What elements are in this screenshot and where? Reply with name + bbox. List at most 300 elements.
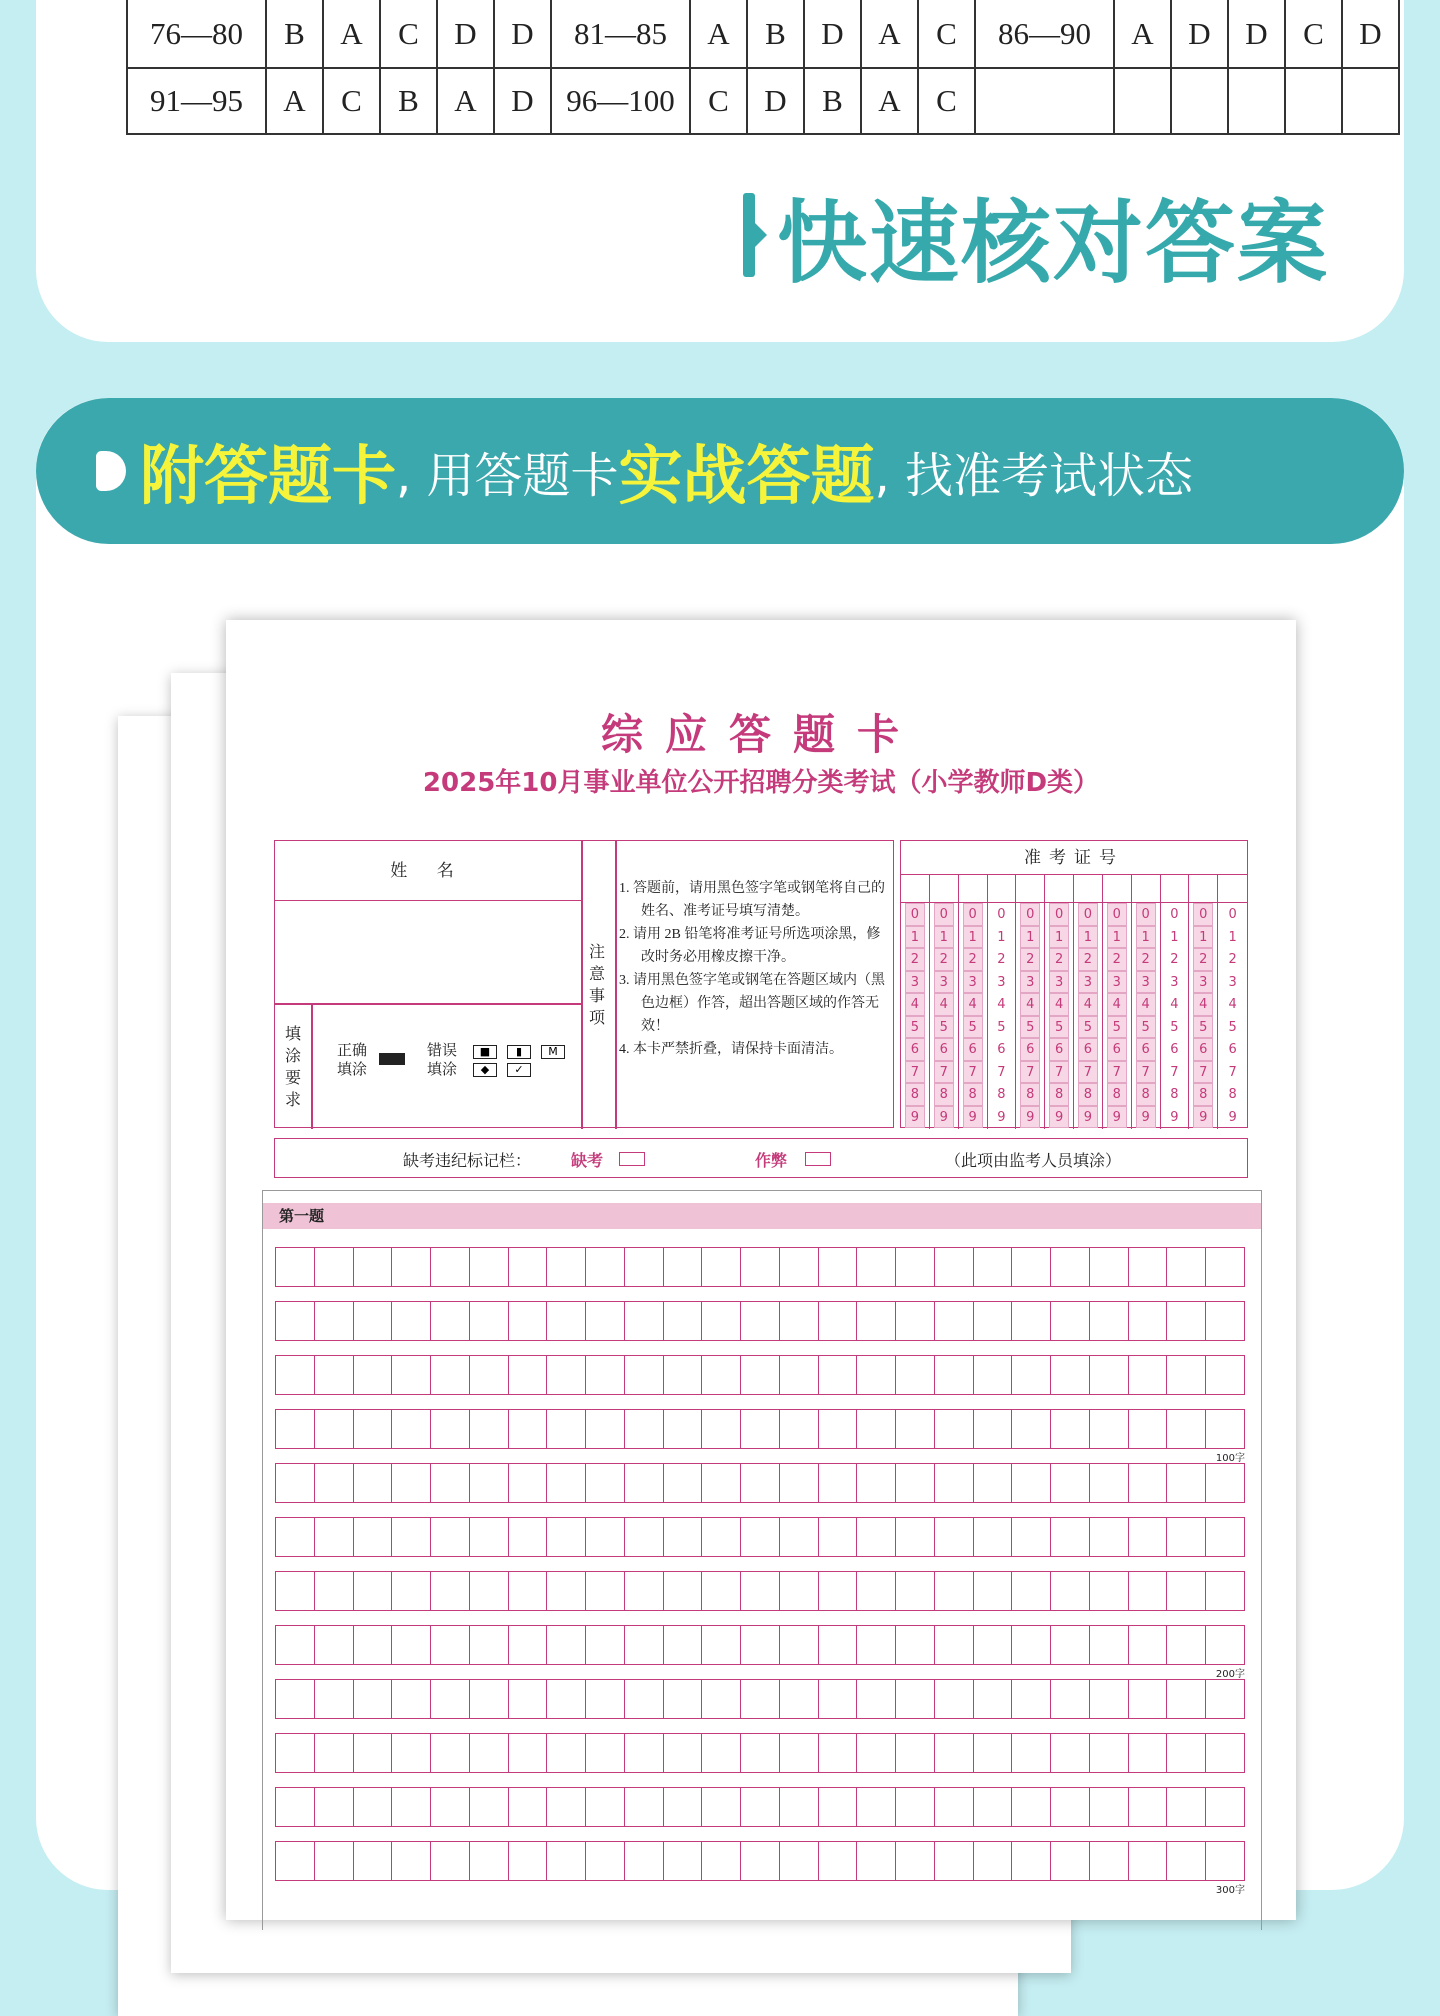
digit-bubble[interactable]: 4 [1020, 993, 1040, 1016]
writing-cell[interactable] [625, 1464, 664, 1502]
writing-cell[interactable] [974, 1788, 1013, 1826]
digit-bubble[interactable]: 4 [1170, 997, 1179, 1012]
digit-bubble[interactable]: 6 [1228, 1042, 1237, 1057]
writing-cell[interactable] [547, 1410, 586, 1448]
writing-cell[interactable] [315, 1518, 354, 1556]
writing-cell[interactable] [702, 1302, 741, 1340]
writing-cell[interactable] [1090, 1410, 1129, 1448]
writing-cell[interactable] [354, 1356, 393, 1394]
digit-bubble[interactable]: 6 [1107, 1038, 1127, 1061]
digit-bubble[interactable]: 1 [997, 929, 1006, 945]
writing-cell[interactable] [819, 1788, 858, 1826]
writing-cell[interactable] [935, 1572, 974, 1610]
digit-bubble[interactable]: 7 [1136, 1061, 1156, 1084]
writing-cell[interactable] [1012, 1518, 1051, 1556]
writing-cell[interactable] [547, 1626, 586, 1664]
digit-bubble[interactable]: 9 [1049, 1106, 1069, 1129]
writing-cell[interactable] [625, 1356, 664, 1394]
writing-cell[interactable] [935, 1626, 974, 1664]
digit-bubble[interactable]: 5 [1193, 1016, 1213, 1039]
writing-cell[interactable] [1129, 1788, 1168, 1826]
writing-cell[interactable] [276, 1410, 315, 1448]
writing-cell[interactable] [664, 1356, 703, 1394]
writing-cell[interactable] [1129, 1572, 1168, 1610]
digit-bubble[interactable]: 2 [1107, 948, 1127, 971]
writing-cell[interactable] [702, 1734, 741, 1772]
digit-bubble[interactable]: 7 [997, 1064, 1006, 1080]
writing-cell[interactable] [896, 1464, 935, 1502]
writing-cell[interactable] [431, 1518, 470, 1556]
writing-cell[interactable] [664, 1734, 703, 1772]
exam-id-write-cell[interactable] [1189, 875, 1217, 903]
exam-id-column[interactable] [959, 875, 988, 1129]
writing-cell[interactable] [974, 1248, 1013, 1286]
writing-grid-row[interactable] [275, 1787, 1245, 1827]
writing-cell[interactable] [935, 1842, 974, 1880]
digit-bubble[interactable]: 4 [1107, 993, 1127, 1016]
writing-cell[interactable] [857, 1302, 896, 1340]
digit-bubble[interactable]: 3 [1078, 971, 1098, 994]
digit-bubble[interactable]: 8 [934, 1083, 954, 1106]
digit-bubble[interactable]: 0 [905, 903, 925, 926]
writing-cell[interactable] [1206, 1248, 1245, 1286]
writing-cell[interactable] [664, 1302, 703, 1340]
digit-bubble[interactable]: 8 [1193, 1083, 1213, 1106]
digit-bubble[interactable]: 6 [905, 1038, 925, 1061]
digit-bubble[interactable]: 0 [997, 907, 1006, 922]
exam-id-column[interactable] [988, 875, 1017, 1129]
digit-bubble[interactable]: 1 [1193, 926, 1213, 949]
digit-bubble[interactable]: 2 [934, 948, 954, 971]
writing-cell[interactable] [1012, 1410, 1051, 1448]
digit-bubble[interactable]: 7 [934, 1061, 954, 1084]
writing-cell[interactable] [315, 1302, 354, 1340]
exam-id-column[interactable] [1045, 875, 1074, 1129]
writing-cell[interactable] [896, 1410, 935, 1448]
writing-cell[interactable] [276, 1572, 315, 1610]
writing-cell[interactable] [1129, 1248, 1168, 1286]
writing-cell[interactable] [819, 1464, 858, 1502]
writing-cell[interactable] [1206, 1302, 1245, 1340]
writing-cell[interactable] [431, 1680, 470, 1718]
digit-bubble[interactable]: 3 [1107, 971, 1127, 994]
writing-cell[interactable] [819, 1734, 858, 1772]
writing-grid-row[interactable] [275, 1571, 1245, 1611]
writing-cell[interactable] [819, 1302, 858, 1340]
writing-cell[interactable] [819, 1842, 858, 1880]
writing-cell[interactable] [741, 1788, 780, 1826]
writing-cell[interactable] [702, 1410, 741, 1448]
writing-cell[interactable] [1206, 1680, 1245, 1718]
writing-cell[interactable] [741, 1302, 780, 1340]
writing-cell[interactable] [780, 1302, 819, 1340]
writing-cell[interactable] [1206, 1842, 1245, 1880]
writing-cell[interactable] [1090, 1464, 1129, 1502]
exam-id-column[interactable] [1016, 875, 1045, 1129]
digit-bubble[interactable]: 1 [1078, 926, 1098, 949]
writing-cell[interactable] [819, 1680, 858, 1718]
digit-bubble[interactable]: 0 [1078, 903, 1098, 926]
writing-cell[interactable] [974, 1464, 1013, 1502]
writing-cell[interactable] [431, 1464, 470, 1502]
writing-cell[interactable] [935, 1410, 974, 1448]
writing-cell[interactable] [586, 1842, 625, 1880]
writing-cell[interactable] [664, 1248, 703, 1286]
writing-grid-row[interactable] [275, 1355, 1245, 1395]
writing-cell[interactable] [935, 1680, 974, 1718]
writing-cell[interactable] [1167, 1842, 1206, 1880]
writing-cell[interactable] [625, 1410, 664, 1448]
digit-bubble[interactable]: 4 [934, 993, 954, 1016]
writing-cell[interactable] [1012, 1572, 1051, 1610]
digit-bubble[interactable]: 6 [934, 1038, 954, 1061]
writing-cell[interactable] [780, 1734, 819, 1772]
writing-cell[interactable] [1129, 1410, 1168, 1448]
writing-cell[interactable] [664, 1464, 703, 1502]
digit-bubble[interactable]: 2 [963, 948, 983, 971]
exam-id-column[interactable] [1074, 875, 1103, 1129]
writing-cell[interactable] [702, 1788, 741, 1826]
writing-cell[interactable] [470, 1734, 509, 1772]
writing-cell[interactable] [741, 1842, 780, 1880]
exam-id-write-cell[interactable] [1161, 875, 1189, 903]
writing-cell[interactable] [1012, 1680, 1051, 1718]
writing-cell[interactable] [547, 1788, 586, 1826]
writing-cell[interactable] [974, 1302, 1013, 1340]
writing-cell[interactable] [625, 1680, 664, 1718]
writing-grid-row[interactable] [275, 1409, 1245, 1449]
writing-cell[interactable] [431, 1410, 470, 1448]
writing-cell[interactable] [470, 1302, 509, 1340]
exam-id-bubble-grid[interactable] [901, 875, 1247, 1129]
writing-cell[interactable] [547, 1302, 586, 1340]
writing-cell[interactable] [315, 1464, 354, 1502]
writing-cell[interactable] [1129, 1734, 1168, 1772]
digit-bubble[interactable]: 9 [1107, 1106, 1127, 1129]
digit-bubble[interactable]: 5 [997, 1019, 1006, 1035]
writing-cell[interactable] [819, 1572, 858, 1610]
writing-cell[interactable] [431, 1356, 470, 1394]
digit-bubble[interactable]: 3 [1049, 971, 1069, 994]
writing-cell[interactable] [935, 1464, 974, 1502]
writing-cell[interactable] [431, 1734, 470, 1772]
writing-cell[interactable] [315, 1572, 354, 1610]
digit-bubble[interactable]: 8 [1107, 1083, 1127, 1106]
writing-cell[interactable] [354, 1248, 393, 1286]
writing-cell[interactable] [896, 1626, 935, 1664]
writing-cell[interactable] [741, 1680, 780, 1718]
writing-cell[interactable] [741, 1410, 780, 1448]
digit-bubble[interactable]: 3 [1170, 974, 1179, 990]
writing-grid-row[interactable] [275, 1463, 1245, 1503]
digit-bubble[interactable]: 6 [1078, 1038, 1098, 1061]
writing-cell[interactable] [857, 1248, 896, 1286]
writing-cell[interactable] [780, 1572, 819, 1610]
digit-bubble[interactable]: 1 [1136, 926, 1156, 949]
digit-bubble[interactable]: 9 [1170, 1109, 1179, 1125]
writing-cell[interactable] [586, 1518, 625, 1556]
writing-cell[interactable] [857, 1680, 896, 1718]
writing-cell[interactable] [1051, 1518, 1090, 1556]
writing-cell[interactable] [586, 1410, 625, 1448]
writing-cell[interactable] [1051, 1734, 1090, 1772]
writing-cell[interactable] [547, 1356, 586, 1394]
writing-cell[interactable] [625, 1626, 664, 1664]
writing-cell[interactable] [354, 1680, 393, 1718]
writing-cell[interactable] [315, 1788, 354, 1826]
digit-bubble[interactable]: 4 [1228, 997, 1237, 1012]
digit-bubble[interactable]: 6 [1170, 1042, 1179, 1057]
writing-cell[interactable] [431, 1572, 470, 1610]
writing-cell[interactable] [431, 1302, 470, 1340]
digit-bubble[interactable]: 2 [1136, 948, 1156, 971]
digit-bubble[interactable]: 7 [1193, 1061, 1213, 1084]
writing-cell[interactable] [547, 1464, 586, 1502]
writing-cell[interactable] [702, 1518, 741, 1556]
digit-bubble[interactable]: 8 [1049, 1083, 1069, 1106]
digit-bubble[interactable]: 8 [963, 1083, 983, 1106]
writing-cell[interactable] [509, 1788, 548, 1826]
writing-cell[interactable] [392, 1302, 431, 1340]
writing-cell[interactable] [896, 1734, 935, 1772]
writing-cell[interactable] [741, 1464, 780, 1502]
digit-bubble[interactable]: 1 [963, 926, 983, 949]
digit-bubble[interactable]: 3 [934, 971, 954, 994]
writing-cell[interactable] [470, 1356, 509, 1394]
digit-bubble[interactable]: 2 [997, 952, 1006, 967]
exam-id-write-cell[interactable] [1132, 875, 1160, 903]
writing-cell[interactable] [780, 1788, 819, 1826]
writing-cell[interactable] [1167, 1680, 1206, 1718]
writing-cell[interactable] [1090, 1572, 1129, 1610]
writing-cell[interactable] [1012, 1356, 1051, 1394]
writing-cell[interactable] [1206, 1788, 1245, 1826]
writing-cell[interactable] [625, 1788, 664, 1826]
writing-cell[interactable] [702, 1626, 741, 1664]
writing-cell[interactable] [276, 1680, 315, 1718]
writing-cell[interactable] [354, 1572, 393, 1610]
exam-id-column[interactable] [1189, 875, 1218, 1129]
digit-bubble[interactable]: 1 [1107, 926, 1127, 949]
digit-bubble[interactable]: 3 [1020, 971, 1040, 994]
writing-cell[interactable] [741, 1356, 780, 1394]
writing-cell[interactable] [1090, 1302, 1129, 1340]
writing-cell[interactable] [741, 1518, 780, 1556]
digit-bubble[interactable]: 4 [1136, 993, 1156, 1016]
writing-cell[interactable] [470, 1626, 509, 1664]
exam-id-write-cell[interactable] [901, 875, 929, 903]
writing-cell[interactable] [315, 1680, 354, 1718]
writing-cell[interactable] [586, 1302, 625, 1340]
digit-bubble[interactable]: 4 [1049, 993, 1069, 1016]
writing-cell[interactable] [276, 1734, 315, 1772]
writing-cell[interactable] [1167, 1248, 1206, 1286]
writing-cell[interactable] [1051, 1248, 1090, 1286]
digit-bubble[interactable]: 4 [963, 993, 983, 1016]
digit-bubble[interactable]: 4 [997, 997, 1006, 1012]
writing-cell[interactable] [896, 1788, 935, 1826]
digit-bubble[interactable]: 8 [905, 1083, 925, 1106]
digit-bubble[interactable]: 1 [1020, 926, 1040, 949]
writing-cell[interactable] [1090, 1356, 1129, 1394]
digit-bubble[interactable]: 2 [905, 948, 925, 971]
digit-bubble[interactable]: 0 [1228, 907, 1237, 922]
writing-cell[interactable] [470, 1788, 509, 1826]
writing-cell[interactable] [974, 1842, 1013, 1880]
writing-cell[interactable] [780, 1842, 819, 1880]
writing-cell[interactable] [974, 1626, 1013, 1664]
digit-bubble[interactable]: 0 [1136, 903, 1156, 926]
writing-cell[interactable] [392, 1842, 431, 1880]
digit-bubble[interactable]: 6 [963, 1038, 983, 1061]
writing-cell[interactable] [1206, 1518, 1245, 1556]
writing-cell[interactable] [470, 1410, 509, 1448]
writing-cell[interactable] [625, 1302, 664, 1340]
digit-bubble[interactable]: 2 [1078, 948, 1098, 971]
writing-cell[interactable] [1051, 1572, 1090, 1610]
writing-cell[interactable] [819, 1248, 858, 1286]
writing-cell[interactable] [1206, 1356, 1245, 1394]
writing-cell[interactable] [392, 1680, 431, 1718]
writing-cell[interactable] [392, 1356, 431, 1394]
writing-cell[interactable] [780, 1464, 819, 1502]
digit-bubble[interactable]: 4 [905, 993, 925, 1016]
digit-bubble[interactable]: 5 [934, 1016, 954, 1039]
writing-cell[interactable] [664, 1842, 703, 1880]
writing-cell[interactable] [780, 1518, 819, 1556]
writing-cell[interactable] [276, 1842, 315, 1880]
writing-cell[interactable] [1012, 1842, 1051, 1880]
writing-cell[interactable] [819, 1518, 858, 1556]
digit-bubble[interactable]: 2 [1049, 948, 1069, 971]
writing-cell[interactable] [1167, 1356, 1206, 1394]
exam-id-write-cell[interactable] [1074, 875, 1102, 903]
digit-bubble[interactable]: 7 [1049, 1061, 1069, 1084]
writing-cell[interactable] [857, 1464, 896, 1502]
writing-cell[interactable] [1129, 1464, 1168, 1502]
exam-id-write-cell[interactable] [988, 875, 1016, 903]
digit-bubble[interactable]: 7 [1228, 1064, 1237, 1080]
digit-bubble[interactable]: 9 [905, 1106, 925, 1129]
writing-cell[interactable] [702, 1248, 741, 1286]
exam-id-column[interactable] [930, 875, 959, 1129]
writing-cell[interactable] [625, 1248, 664, 1286]
writing-cell[interactable] [586, 1680, 625, 1718]
writing-cell[interactable] [664, 1788, 703, 1826]
writing-cell[interactable] [392, 1626, 431, 1664]
digit-bubble[interactable]: 5 [1107, 1016, 1127, 1039]
digit-bubble[interactable]: 9 [963, 1106, 983, 1129]
writing-cell[interactable] [974, 1572, 1013, 1610]
writing-cell[interactable] [1012, 1626, 1051, 1664]
exam-id-write-cell[interactable] [1016, 875, 1044, 903]
writing-cell[interactable] [392, 1788, 431, 1826]
writing-grid-row[interactable] [275, 1679, 1245, 1719]
writing-cell[interactable] [1051, 1410, 1090, 1448]
writing-cell[interactable] [315, 1410, 354, 1448]
writing-cell[interactable] [315, 1842, 354, 1880]
digit-bubble[interactable]: 1 [905, 926, 925, 949]
writing-cell[interactable] [1051, 1680, 1090, 1718]
writing-cell[interactable] [1090, 1626, 1129, 1664]
digit-bubble[interactable]: 3 [1136, 971, 1156, 994]
writing-cell[interactable] [1012, 1248, 1051, 1286]
writing-cell[interactable] [1129, 1302, 1168, 1340]
writing-cell[interactable] [1167, 1734, 1206, 1772]
digit-bubble[interactable]: 7 [963, 1061, 983, 1084]
digit-bubble[interactable]: 0 [934, 903, 954, 926]
exam-id-column[interactable] [1161, 875, 1190, 1129]
writing-cell[interactable] [741, 1626, 780, 1664]
digit-bubble[interactable]: 1 [934, 926, 954, 949]
writing-cell[interactable] [1090, 1788, 1129, 1826]
writing-cell[interactable] [780, 1356, 819, 1394]
digit-bubble[interactable]: 5 [905, 1016, 925, 1039]
writing-cell[interactable] [1012, 1734, 1051, 1772]
writing-cell[interactable] [392, 1410, 431, 1448]
exam-id-write-cell[interactable] [959, 875, 987, 903]
writing-cell[interactable] [547, 1518, 586, 1556]
digit-bubble[interactable]: 9 [1136, 1106, 1156, 1129]
digit-bubble[interactable]: 7 [1020, 1061, 1040, 1084]
absent-checkbox[interactable] [619, 1152, 645, 1166]
writing-cell[interactable] [780, 1680, 819, 1718]
exam-id-column[interactable] [1132, 875, 1161, 1129]
writing-cell[interactable] [509, 1518, 548, 1556]
writing-cell[interactable] [896, 1302, 935, 1340]
writing-cell[interactable] [896, 1248, 935, 1286]
writing-cell[interactable] [935, 1302, 974, 1340]
writing-cell[interactable] [276, 1248, 315, 1286]
exam-id-write-cell[interactable] [1045, 875, 1073, 903]
digit-bubble[interactable]: 0 [1170, 907, 1179, 922]
writing-cell[interactable] [664, 1518, 703, 1556]
writing-cell[interactable] [974, 1356, 1013, 1394]
digit-bubble[interactable]: 6 [1193, 1038, 1213, 1061]
writing-cell[interactable] [974, 1734, 1013, 1772]
cheat-checkbox[interactable] [805, 1152, 831, 1166]
writing-cell[interactable] [702, 1572, 741, 1610]
digit-bubble[interactable]: 0 [1107, 903, 1127, 926]
digit-bubble[interactable]: 2 [1020, 948, 1040, 971]
digit-bubble[interactable]: 8 [1170, 1087, 1179, 1102]
writing-cell[interactable] [509, 1842, 548, 1880]
writing-cell[interactable] [431, 1248, 470, 1286]
digit-bubble[interactable]: 5 [963, 1016, 983, 1039]
writing-cell[interactable] [974, 1518, 1013, 1556]
writing-cell[interactable] [586, 1464, 625, 1502]
writing-cell[interactable] [470, 1572, 509, 1610]
writing-cell[interactable] [586, 1788, 625, 1826]
writing-cell[interactable] [354, 1464, 393, 1502]
exam-id-write-cell[interactable] [1218, 875, 1247, 903]
writing-cell[interactable] [974, 1410, 1013, 1448]
digit-bubble[interactable]: 3 [963, 971, 983, 994]
digit-bubble[interactable]: 5 [1020, 1016, 1040, 1039]
writing-cell[interactable] [741, 1734, 780, 1772]
digit-bubble[interactable]: 5 [1136, 1016, 1156, 1039]
digit-bubble[interactable]: 8 [1020, 1083, 1040, 1106]
writing-cell[interactable] [315, 1626, 354, 1664]
writing-cell[interactable] [470, 1464, 509, 1502]
writing-cell[interactable] [1012, 1302, 1051, 1340]
digit-bubble[interactable]: 9 [934, 1106, 954, 1129]
writing-cell[interactable] [392, 1734, 431, 1772]
writing-cell[interactable] [857, 1788, 896, 1826]
writing-cell[interactable] [354, 1788, 393, 1826]
writing-cell[interactable] [702, 1680, 741, 1718]
writing-cell[interactable] [547, 1734, 586, 1772]
